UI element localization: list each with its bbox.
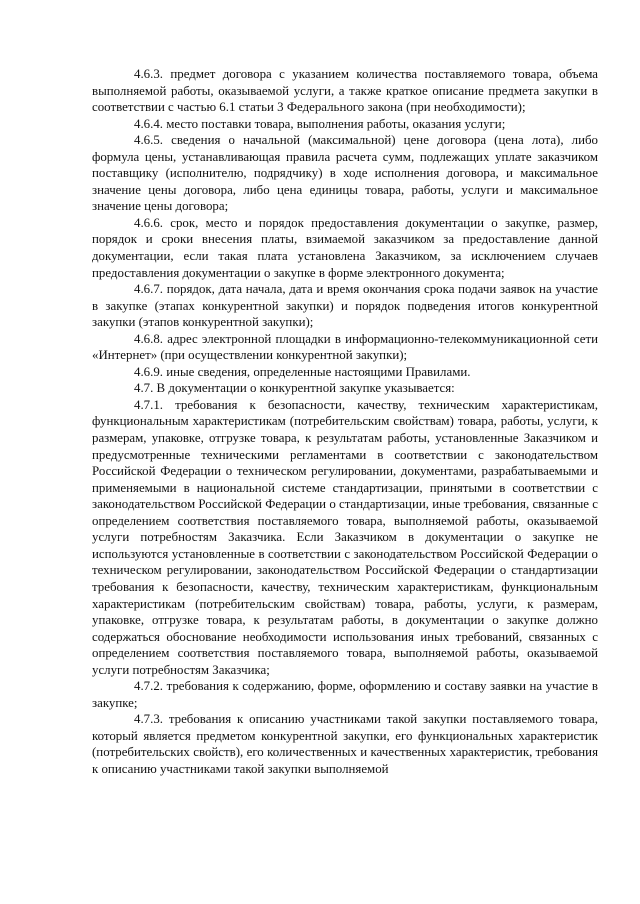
paragraph-4-6-8: 4.6.8. адрес электронной площадки в информационно-телекоммуникационной сети «Интернет» (при осуществлении конкурентной закупки); <box>92 331 598 363</box>
paragraph-4-6-5: 4.6.5. сведения о начальной (максимальной) цене договора (цена лота), либо формула цены, устанавливающая правила расчета сумм, подлежащих уплате заказчиком поставщику (исполнителю, подрядчику) в ходе исполнения договора, и максимальное значение цены договора, либо цена единицы товара, работы, услуги и максимальное значение цены договора; <box>92 133 598 214</box>
document-page <box>92 66 598 778</box>
paragraph-4-6-4: 4.6.4. место поставки товара, выполнения работы, оказания услуги; <box>134 116 506 131</box>
paragraph-4-6-7: 4.6.7. порядок, дата начала, дата и время окончания срока подачи заявок на участие в закупке (этапах конкурентной закупки) и порядок подведения итогов конкурентной закупки (этапов конкурентной закупки); <box>92 282 598 330</box>
paragraph-4-7-3: 4.7.3. требования к описанию участниками такой закупки поставляемого товара, который является предметом конкурентной закупки, его функциональных характеристик (потребительских свойств), его количественных и качественных характеристик, требования к описанию участниками такой закупки выполняемой <box>92 712 598 776</box>
paragraph-4-7: 4.7. В документации о конкурентной закупке указывается: <box>134 381 455 396</box>
paragraph-4-6-6: 4.6.6. срок, место и порядок предоставления документации о закупке, размер, порядок и сроки внесения платы, взимаемой заказчиком за предоставление данной документации, если такая плата установлена Заказчиком, за исключением случаев предоставления документации о закупке в форме электронного документа; <box>92 215 598 280</box>
paragraph-4-6-3: 4.6.3. предмет договора с указанием количества поставляемого товара, объема выполняемой работы, оказываемой услуги, а также краткое описание предмета закупки в соответствии с частью 6.1 статьи 3 Федерального закона (при необходимости); <box>92 67 598 115</box>
paragraph-4-6-9: 4.6.9. иные сведения, определенные настоящими Правилами. <box>134 364 471 379</box>
paragraph-4-7-2: 4.7.2. требования к содержанию, форме, оформлению и составу заявки на участие в закупке; <box>92 679 598 710</box>
paragraph-4-7-1: 4.7.1. требования к безопасности, качеству, техническим характеристикам, функциональным характеристикам (потребительским свойствам) товара, работы, услуги, к размерам, упаковке, отгрузке товара, к результатам работы, установленные Заказчиком и предусмотренные техническими регламентами в соответствии с законодательством Российской Федерации о техническом регулировании, документами, разрабатываемыми и применяемыми в национальной системе стандартизации, принятыми в соответствии с законодательством Российской Федерации о стандартизации, иные требования, связанные с определением соответствия поставляемого товара, выполняемой работы, оказываемой услуги потребностям Заказчика. Если Заказчиком в документации о закупке не используются установленные в соответствии с законодательством Российской Федерации о техническом регулировании, законодательством Российской Федерации о стандартизации требования к безопасности, качеству, техническим характеристикам, функциональным характеристикам (потребительским свойствам) товара, работы, услуги, к размерам, упаковке, отгрузке товара, к результатам работы, в документации о закупке должно содержаться обоснование необходимости использования иных требований, связанных с определением соответствия поставляемого товара, выполняемой работы, оказываемой услуги потребностям Заказчика; <box>92 397 598 677</box>
